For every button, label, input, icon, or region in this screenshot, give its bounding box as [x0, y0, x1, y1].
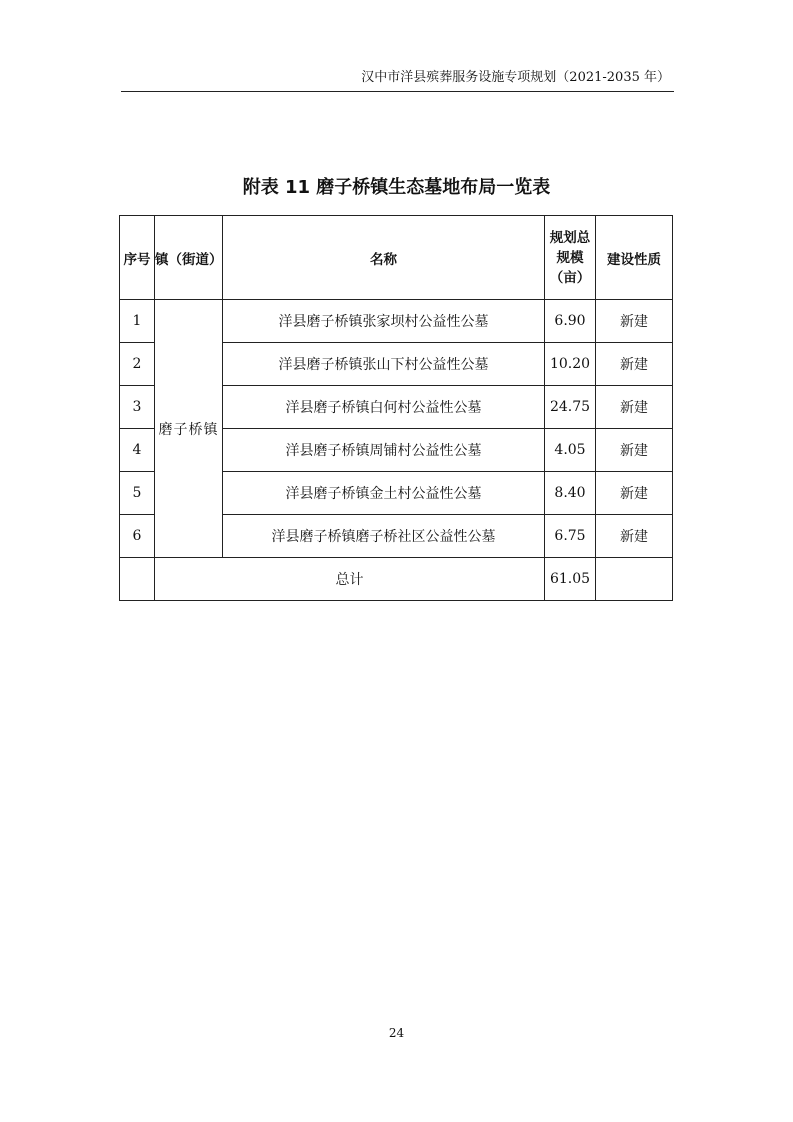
row-nature: 新建 — [596, 429, 673, 472]
total-seq-empty — [120, 558, 155, 601]
running-header: 汉中市洋县殡葬服务设施专项规划（2021-2035 年） — [361, 70, 670, 85]
row-nature: 新建 — [596, 300, 673, 343]
row-name: 洋县磨子桥镇张山下村公益性公墓 — [223, 343, 545, 386]
row-scale: 6.90 — [545, 300, 596, 343]
row-seq: 3 — [120, 386, 155, 429]
header-rule — [121, 91, 674, 92]
header-name: 名称 — [223, 216, 545, 300]
cemetery-layout-table — [119, 215, 673, 601]
table-title: 附表 11 磨子桥镇生态墓地布局一览表 — [242, 177, 551, 198]
header-scale-line2: 规模 — [556, 249, 584, 266]
row-name: 洋县磨子桥镇磨子桥社区公益性公墓 — [223, 515, 545, 558]
row-nature: 新建 — [596, 343, 673, 386]
row-name: 洋县磨子桥镇张家坝村公益性公墓 — [223, 300, 545, 343]
row-nature: 新建 — [596, 386, 673, 429]
town-cell: 磨子桥镇 — [155, 300, 223, 558]
row-scale: 8.40 — [545, 472, 596, 515]
row-seq: 2 — [120, 343, 155, 386]
row-name: 洋县磨子桥镇白何村公益性公墓 — [223, 386, 545, 429]
total-label: 总计 — [155, 558, 545, 601]
row-seq: 4 — [120, 429, 155, 472]
row-name: 洋县磨子桥镇周铺村公益性公墓 — [223, 429, 545, 472]
row-seq: 1 — [120, 300, 155, 343]
row-seq: 5 — [120, 472, 155, 515]
total-row — [120, 558, 673, 601]
table-row — [120, 300, 673, 343]
row-nature: 新建 — [596, 515, 673, 558]
table-header-row — [120, 216, 673, 300]
row-name: 洋县磨子桥镇金土村公益性公墓 — [223, 472, 545, 515]
page-number: 24 — [388, 1026, 405, 1040]
row-seq: 6 — [120, 515, 155, 558]
row-scale: 6.75 — [545, 515, 596, 558]
header-town: 镇（街道） — [155, 216, 223, 300]
row-scale: 10.20 — [545, 343, 596, 386]
header-scale — [545, 216, 596, 300]
header-seq: 序号 — [120, 216, 155, 300]
header-scale-line3: （亩） — [549, 269, 591, 286]
header-nature: 建设性质 — [596, 216, 673, 300]
total-nature-empty — [596, 558, 673, 601]
row-nature: 新建 — [596, 472, 673, 515]
row-scale: 4.05 — [545, 429, 596, 472]
header-scale-line1: 规划总 — [549, 229, 591, 246]
total-scale: 61.05 — [545, 558, 596, 601]
row-scale: 24.75 — [545, 386, 596, 429]
